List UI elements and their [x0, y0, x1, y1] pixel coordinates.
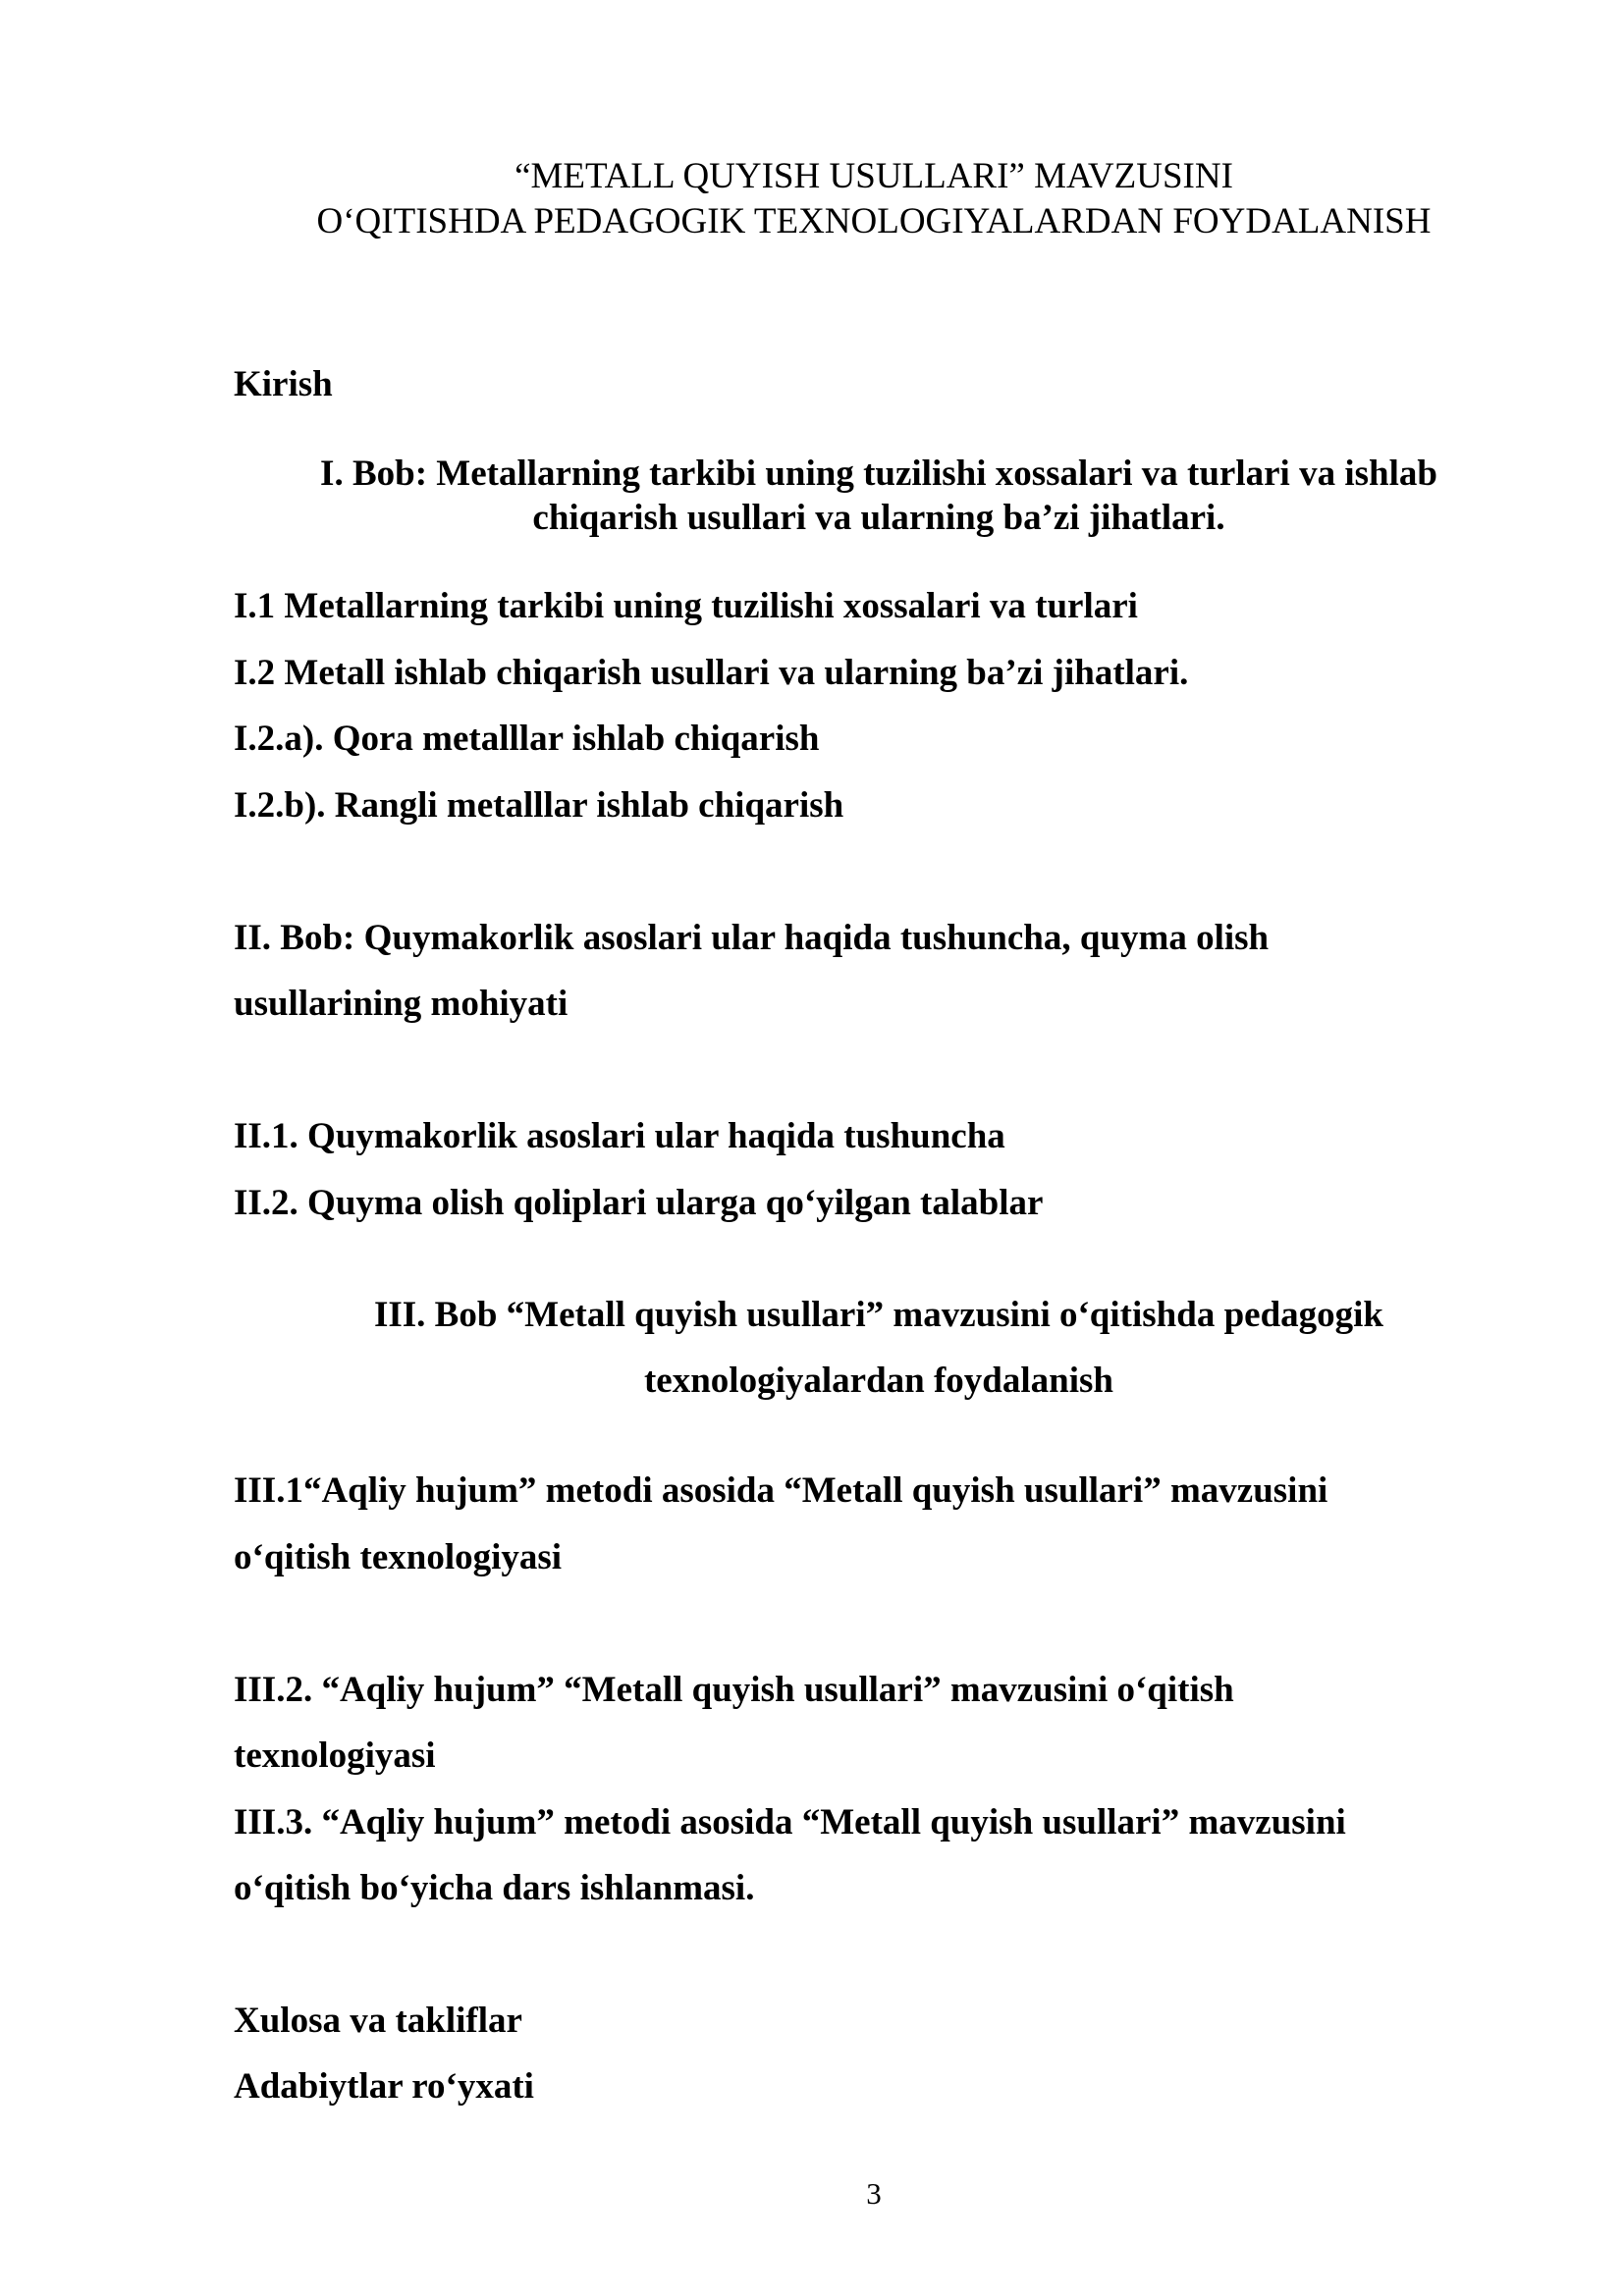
chapter-3-heading-line-2: texnologiyalardan foydalanish: [643, 1361, 1113, 1401]
toc-item-3-1-line-2: o‘qitish texnologiyasi: [234, 1537, 563, 1577]
toc-intro: Kirish: [234, 364, 333, 404]
toc-item-1-2: I.2 Metall ishlab chiqarish usullari va ularning ba’zi jihatlari.: [234, 653, 1189, 693]
chapter-2-heading-line-1: II. Bob: Quymakorlik asoslari ular haqida tushuncha, quyma olish: [234, 918, 1270, 958]
toc-item-3-3-line-2: o‘qitish bo‘yicha dars ishlanmasi.: [234, 1868, 755, 1908]
toc-item-3-2-line-2: texnologiyasi: [234, 1735, 436, 1776]
toc-references: Adabiytlar ro‘yxati: [234, 2066, 534, 2107]
chapter-2-heading-line-2: usullarining mohiyati: [234, 984, 568, 1024]
toc-item-1-1: I.1 Metallarning tarkibi uning tuzilishi xossalari va turlari: [234, 586, 1138, 626]
page-number: 3: [866, 2176, 882, 2211]
chapter-3-heading-line-1: III. Bob “Metall quyish usullari” mavzusini o‘qitishda pedagogik: [373, 1295, 1384, 1335]
toc-item-3-3-line-1: III.3. “Aqliy hujum” metodi asosida “Metall quyish usullari” mavzusini: [234, 1802, 1346, 1842]
toc-item-2-1: II.1. Quymakorlik asoslari ular haqida tushuncha: [234, 1116, 1005, 1156]
toc-item-1-2-b: I.2.b). Rangli metalllar ishlab chiqarish: [234, 785, 844, 826]
toc-item-3-2-line-1: III.2. “Aqliy hujum” “Metall quyish usullari” mavzusini o‘qitish: [234, 1670, 1234, 1710]
document-title-line-2: O‘QITISHDA PEDAGOGIK TEXNOLOGIYALARDAN FOYDALANISH: [316, 201, 1432, 241]
toc-conclusion: Xulosa va takliflar: [234, 2001, 522, 2041]
toc-item-2-2: II.2. Quyma olish qoliplari ularga qo‘yilgan talablar: [234, 1183, 1044, 1223]
toc-item-1-2-a: I.2.a). Qora metalllar ishlab chiqarish: [234, 719, 820, 759]
chapter-1-heading-line-1: I. Bob: Metallarning tarkibi uning tuzilishi xossalari va turlari va ishlab: [320, 454, 1437, 494]
toc-item-3-1-line-1: III.1“Aqliy hujum” metodi asosida “Metall quyish usullari” mavzusini: [234, 1470, 1328, 1511]
chapter-1-heading-line-2: chiqarish usullari va ularning ba’zi jihatlari.: [532, 498, 1225, 538]
document-title-line-1: “METALL QUYISH USULLARI” MAVZUSINI: [514, 156, 1233, 196]
